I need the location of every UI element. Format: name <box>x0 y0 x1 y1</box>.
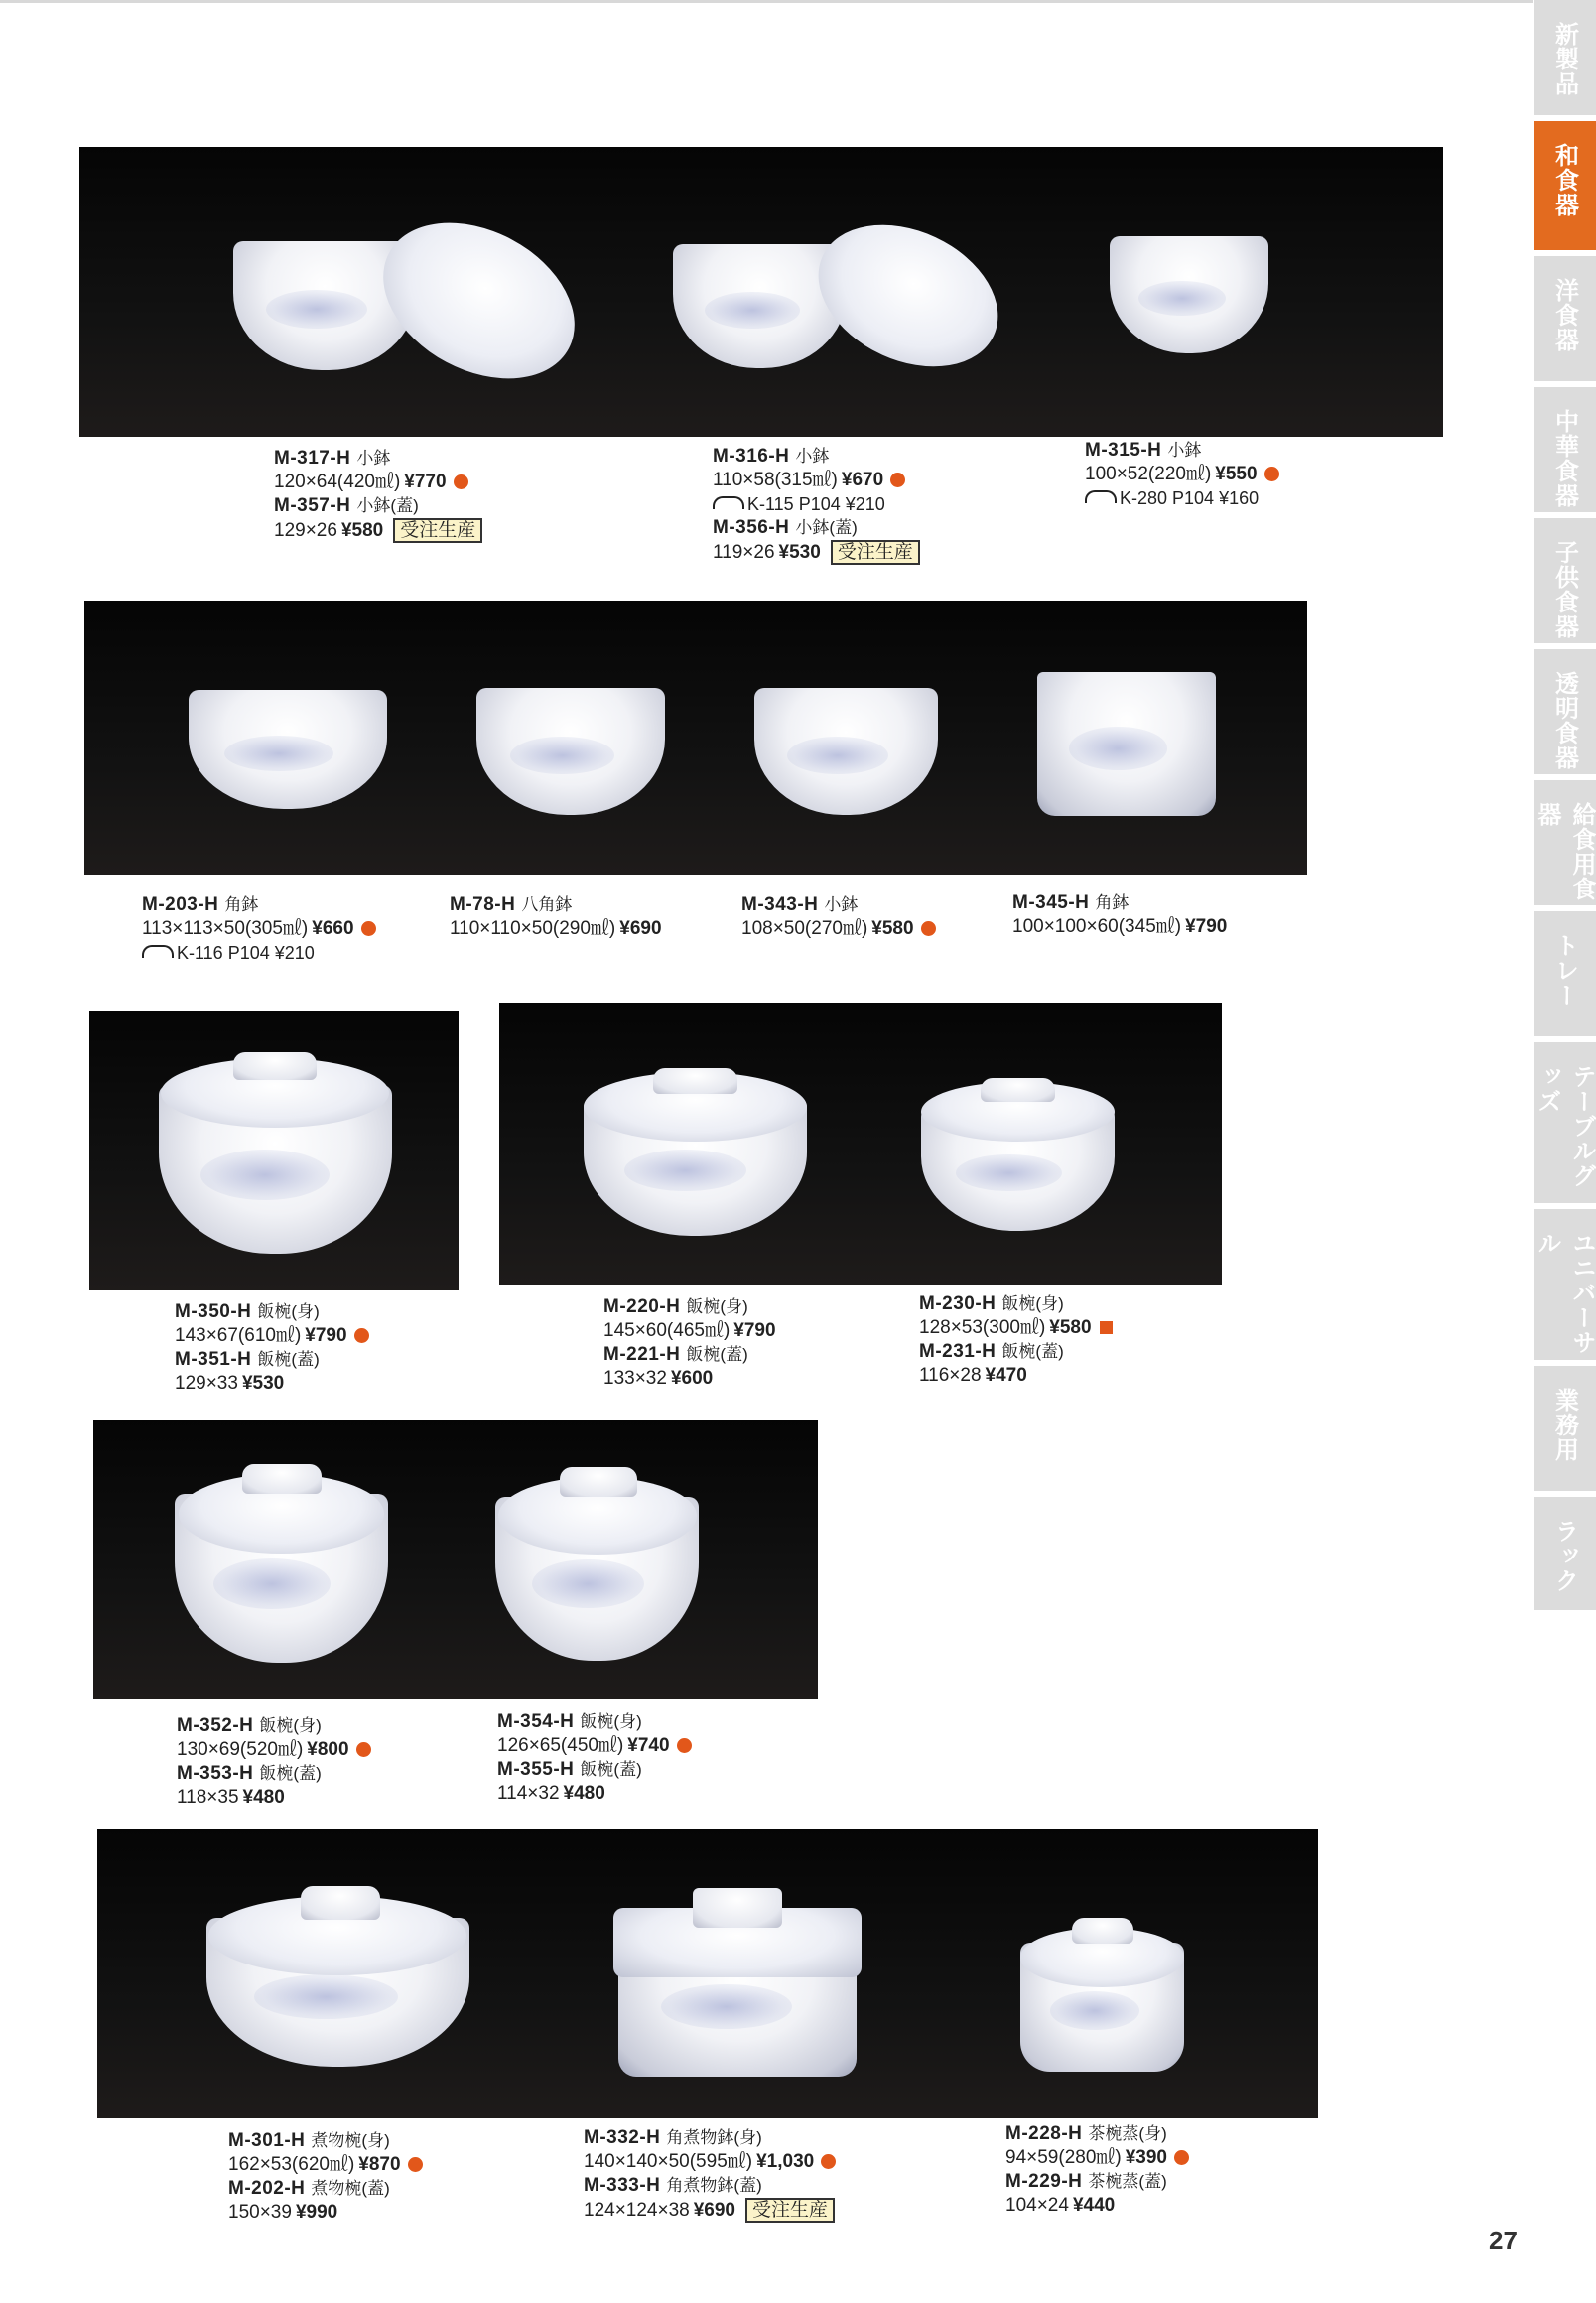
lid-icon <box>142 945 174 958</box>
caption-m332-m333: M-332-H 角煮物鉢(身) 140×140×50(595㎖) ¥1,030 M-333-H 角煮物鉢(蓋) 124×124×38 ¥690 受注生産 <box>584 2126 836 2222</box>
tab-trays[interactable]: トレー <box>1534 911 1596 1042</box>
lid-icon <box>713 496 744 509</box>
recommended-dot <box>1264 467 1279 481</box>
tab-school-lunch-tableware[interactable]: 給食用食器 <box>1534 780 1596 911</box>
tab-new-products[interactable]: 新製品 <box>1534 0 1596 121</box>
recommended-dot <box>361 921 376 936</box>
recommended-dot <box>454 474 468 489</box>
product-photo-m220-m230 <box>499 1003 1222 1285</box>
lid-knob <box>242 1464 322 1494</box>
square-mark <box>1100 1321 1113 1334</box>
caption-m315: M-315-H 小鉢 100×52(220㎖) ¥550 K-280 P104 ¥160 <box>1085 439 1279 510</box>
caption-m230-m231: M-230-H 飯椀(身) 128×53(300㎖) ¥580 M-231-H 飯椀(蓋) 116×28 ¥470 <box>919 1292 1113 1388</box>
product-photo-row2 <box>84 601 1307 875</box>
tab-chinese-tableware[interactable]: 中華食器 <box>1534 387 1596 518</box>
caption-m228-m229: M-228-H 茶椀蒸(身) 94×59(280㎖) ¥390 M-229-H 茶椀蒸(蓋) 104×24 ¥440 <box>1005 2122 1189 2218</box>
lid-m357 <box>356 192 601 410</box>
product-photo-row4 <box>93 1420 818 1699</box>
caption-m301-m202: M-301-H 煮物椀(身) 162×53(620㎖) ¥870 M-202-H 煮物椀(蓋) 150×39 ¥990 <box>228 2129 423 2225</box>
product-photo-m350 <box>89 1011 459 1290</box>
tab-kids-tableware[interactable]: 子供食器 <box>1534 518 1596 649</box>
category-sidebar <box>1534 0 1596 2303</box>
tab-clear-tableware[interactable]: 透明食器 <box>1534 649 1596 780</box>
tab-commercial[interactable]: 業務用 <box>1534 1366 1596 1497</box>
lid-knob <box>693 1888 782 1928</box>
recommended-dot <box>356 1742 371 1757</box>
tab-japanese-tableware[interactable]: 和食器 <box>1534 121 1596 256</box>
tab-western-tableware[interactable]: 洋食器 <box>1534 256 1596 387</box>
recommended-dot <box>821 2154 836 2169</box>
made-to-order-badge: 受注生産 <box>745 2198 835 2223</box>
made-to-order-badge: 受注生産 <box>393 518 482 543</box>
bowl-m203 <box>189 690 387 809</box>
lid-knob <box>1072 1918 1133 1944</box>
product-photo-row1 <box>79 147 1443 437</box>
caption-m203: M-203-H 角鉢 113×113×50(305㎖) ¥660 K-116 P104 ¥210 <box>142 893 376 965</box>
caption-m343: M-343-H 小鉢 108×50(270㎖) ¥580 <box>741 893 936 941</box>
bowl-m78 <box>476 688 665 815</box>
lid-m356 <box>795 198 1020 394</box>
caption-m220-m221: M-220-H 飯椀(身) 145×60(465㎖) ¥790 M-221-H 飯椀(蓋) 133×32 ¥600 <box>603 1296 776 1389</box>
top-rule <box>0 0 1533 3</box>
lid-knob <box>233 1052 317 1080</box>
lid-knob <box>560 1467 637 1497</box>
bowl-m345 <box>1037 672 1216 816</box>
caption-m78: M-78-H 八角鉢 110×110×50(290㎖) ¥690 <box>450 894 662 939</box>
tab-table-goods[interactable]: テーブルグッズ <box>1534 1042 1596 1209</box>
page-number: 27 <box>1489 2226 1518 2255</box>
tab-universal[interactable]: ユニバーサル <box>1534 1209 1596 1366</box>
lid-knob <box>981 1078 1055 1102</box>
made-to-order-badge: 受注生産 <box>831 540 920 565</box>
recommended-dot <box>921 921 936 936</box>
caption-m354-m355: M-354-H 飯椀(身) 126×65(450㎖) ¥740 M-355-H 飯椀(蓋) 114×32 ¥480 <box>497 1710 692 1806</box>
bowl-m343 <box>754 688 938 815</box>
product-photo-row5 <box>97 1829 1318 2118</box>
recommended-dot <box>677 1738 692 1753</box>
recommended-dot <box>354 1328 369 1343</box>
caption-m352-m353: M-352-H 飯椀(身) 130×69(520㎖) ¥800 M-353-H 飯椀(蓋) 118×35 ¥480 <box>177 1714 371 1810</box>
recommended-dot <box>1174 2150 1189 2165</box>
caption-m317-m357: M-317-H 小鉢 120×64(420㎖) ¥770 M-357-H 小鉢(蓋) 129×26 ¥580 受注生産 <box>274 447 482 542</box>
tab-racks[interactable]: ラック <box>1534 1497 1596 1616</box>
caption-m316-m356: M-316-H 小鉢 110×58(315㎖) ¥670 K-115 P104 ¥210 M-356-H 小鉢(蓋) 119×26 ¥530 受注生産 <box>713 445 920 564</box>
lid-knob <box>653 1068 737 1094</box>
recommended-dot <box>408 2157 423 2172</box>
bowl-m315 <box>1110 236 1268 353</box>
caption-m345: M-345-H 角鉢 100×100×60(345㎖) ¥790 <box>1012 892 1228 937</box>
lid-knob <box>301 1886 380 1920</box>
caption-m350-m351: M-350-H 飯椀(身) 143×67(610㎖) ¥790 M-351-H 飯椀(蓋) 129×33 ¥530 <box>175 1300 369 1396</box>
recommended-dot <box>890 473 905 487</box>
lid-icon <box>1085 490 1117 503</box>
